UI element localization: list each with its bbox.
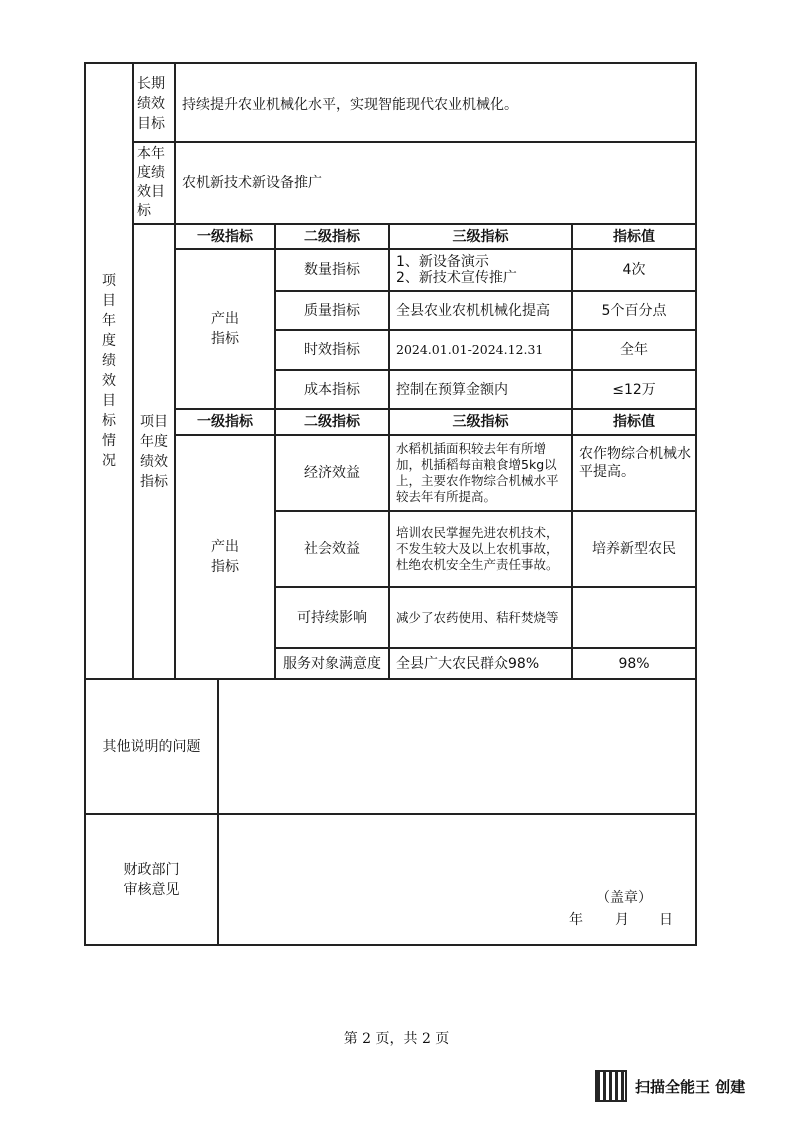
table-row-level2: 数量指标 <box>304 262 360 278</box>
long-term-goal-label: 长期绩效目标 <box>137 75 165 132</box>
section-label: 项目年度绩效目标情况 <box>102 273 116 469</box>
output-level1: 产出指标 <box>211 311 239 347</box>
annual-goal-content: 农机新技术新设备推广 <box>182 175 322 191</box>
table-row-level3: 控制在预算金额内 <box>396 381 508 398</box>
date-month: 月 <box>615 912 629 928</box>
table-row-value: 98% <box>618 655 650 672</box>
header-level1: 一级指标 <box>197 228 253 245</box>
header-value: 指标值 <box>613 228 655 245</box>
table-row-level2: 社会效益 <box>304 541 360 557</box>
other-notes-label: 其他说明的问题 <box>102 738 201 755</box>
table-row-level3: 培训农民掌握先进农机技术，不发生较大及以上农机事故，杜绝农机安全生产责任事故。 <box>396 525 559 572</box>
header-value: 指标值 <box>613 414 655 430</box>
header-level1: 一级指标 <box>197 414 253 430</box>
table-row-value: 全年 <box>620 342 648 358</box>
table-row-level2: 服务对象满意度 <box>283 655 381 672</box>
table-row-value: 4次 <box>622 262 646 278</box>
table-row-level3: 减少了农药使用、秸秆焚烧等 <box>396 609 559 625</box>
table-row-level3: 2024.01.01-2024.12.31 <box>396 342 544 357</box>
qr-code-icon <box>595 1070 627 1102</box>
date-year: 年 <box>569 912 583 928</box>
table-row-level3: 全县广大农民群众98% <box>396 655 540 672</box>
table-row-value <box>573 588 695 647</box>
indicators-label: 项目年度绩效指标 <box>140 413 168 490</box>
header-level2: 二级指标 <box>304 414 360 430</box>
date-day: 日 <box>659 912 673 928</box>
scanner-watermark <box>595 1070 745 1102</box>
table-row-level2: 经济效益 <box>304 465 360 481</box>
table-row-value: 5个百分点 <box>601 302 667 319</box>
table-row-level3: 水稻机插面积较去年有所增加，机插稻每亩粮食增5kg以上，主要农作物综合机械水平较去年有所提高。 <box>396 441 559 504</box>
table-row-level3: 1、新设备演示 2、新技术宣传推广 <box>396 254 517 286</box>
header-level3: 三级指标 <box>452 228 509 245</box>
rule <box>84 944 697 946</box>
rule <box>695 62 697 946</box>
table-row-level3: 全县农业农机机械化提高 <box>396 302 550 319</box>
header-level3: 三级指标 <box>452 414 509 430</box>
effect-level1: 产出指标 <box>211 539 239 575</box>
annual-goal-label: 本年度绩效目标 <box>137 146 165 219</box>
seal-text: （盖章） <box>596 890 652 906</box>
table-row-level2: 质量指标 <box>304 302 360 319</box>
long-term-goal-content: 持续提升农业机械化水平，实现智能现代农业机械化。 <box>182 97 518 113</box>
table-row-value: 农作物综合机械水平提高。 <box>579 446 691 480</box>
table-row-value: ≤12万 <box>612 381 656 398</box>
finance-review-label: 财政部门审核意见 <box>123 861 180 898</box>
table-row-level2: 可持续影响 <box>297 609 367 626</box>
table-row-level2: 成本指标 <box>304 381 360 398</box>
header-level2: 二级指标 <box>304 228 360 245</box>
scanner-watermark-text: 扫描全能王 创建 <box>635 1077 746 1096</box>
page-footer: 第 2 页，共 2 页 <box>343 1031 450 1047</box>
table-row-value: 培养新型农民 <box>592 541 676 557</box>
other-notes-content <box>219 680 695 813</box>
table-row-level2: 时效指标 <box>304 342 360 358</box>
